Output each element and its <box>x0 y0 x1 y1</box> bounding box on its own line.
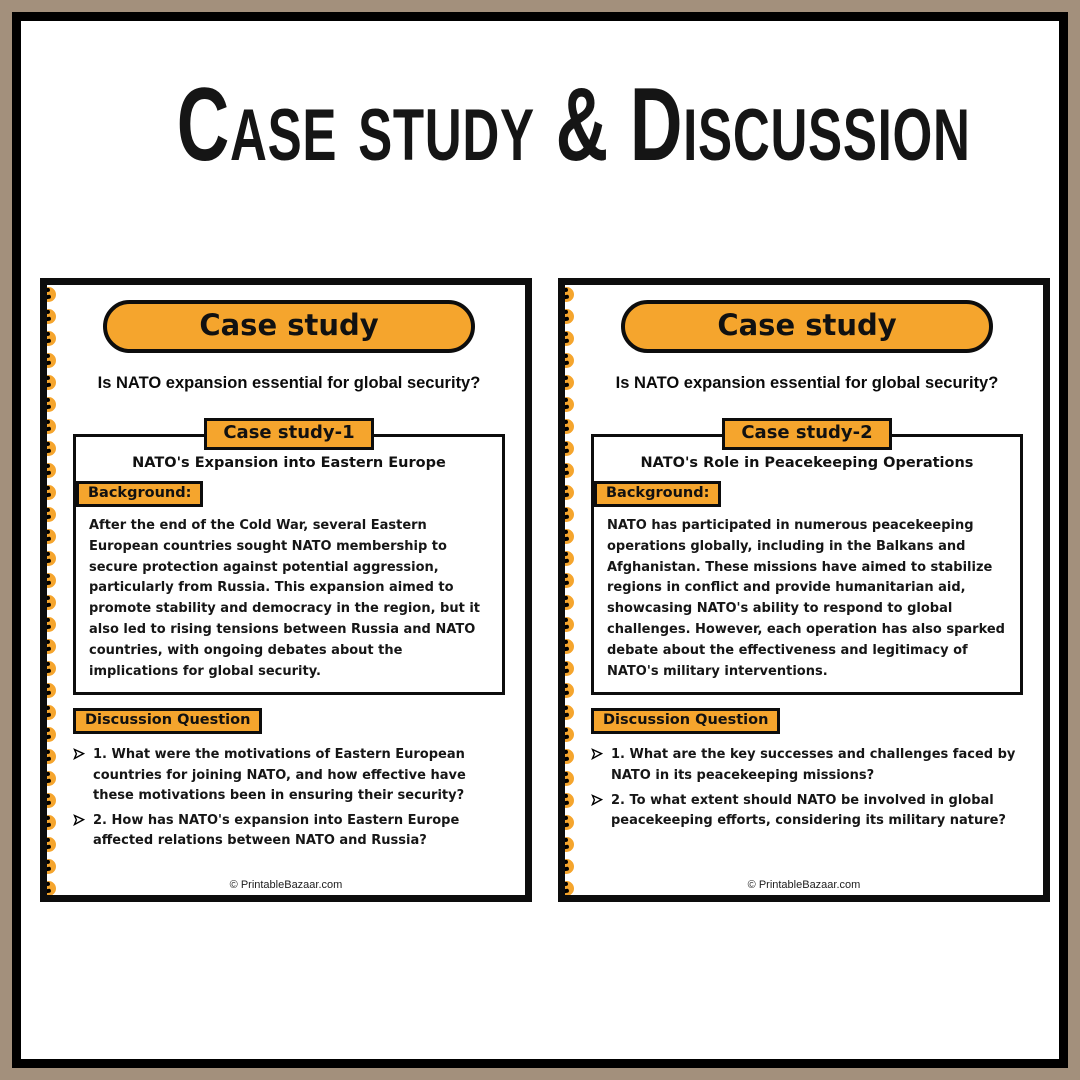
spiral-coil <box>40 814 60 831</box>
spiral-coil <box>558 308 578 325</box>
case-box <box>591 434 1023 695</box>
question-text: 2. To what extent should NATO be involved in global peacekeeping efforts, considering its military nature? <box>611 792 1006 828</box>
worksheet-subtitle: Is NATO expansion essential for global security? <box>97 374 481 392</box>
discussion-question-label: Discussion Question <box>73 708 262 734</box>
spiral-coil <box>40 770 60 787</box>
case-study-header: Case study <box>103 300 475 353</box>
spiral-coil <box>40 572 60 589</box>
spiral-coil <box>558 484 578 501</box>
spiral-coil <box>558 550 578 567</box>
spiral-coil <box>40 704 60 721</box>
question-item <box>591 745 1021 785</box>
spiral-coil <box>558 638 578 655</box>
question-item <box>73 745 503 805</box>
arrow-bullet-icon <box>591 794 603 806</box>
spiral-coil <box>558 792 578 809</box>
question-item <box>73 811 503 851</box>
arrow-bullet-icon <box>73 748 85 760</box>
footer-credit: © PrintableBazaar.com <box>747 879 861 891</box>
background-label: Background: <box>76 481 203 507</box>
spiral-coil <box>40 440 60 457</box>
discussion-question-label: Discussion Question <box>591 708 780 734</box>
question-list <box>73 745 505 851</box>
spiral-coil <box>40 858 60 875</box>
question-text: 2. How has NATO's expansion into Eastern Europe affected relations between NATO and Russia? <box>93 812 460 848</box>
spiral-coil <box>40 528 60 545</box>
spiral-coil <box>558 704 578 721</box>
spiral-coil <box>40 374 60 391</box>
spiral-coil <box>40 726 60 743</box>
spiral-coil <box>40 418 60 435</box>
spiral-coil <box>558 616 578 633</box>
case-study-number-label: Case study-1 <box>204 418 373 450</box>
spiral-coil <box>558 396 578 413</box>
poster-frame <box>12 12 1068 1068</box>
spiral-coil <box>40 792 60 809</box>
question-list <box>591 745 1023 831</box>
spiral-coil <box>558 286 578 303</box>
spiral-coil <box>558 462 578 479</box>
worksheet-2 <box>558 278 1050 902</box>
spiral-coil <box>40 880 60 897</box>
background-text: After the end of the Cold War, several Eastern European countries sought NATO membership to secure protection against potential aggression, particularly from Russia. This expansion aimed to promote stability and democracy in the region, but it also led to rising tensions between Russia and NATO countries, with ongoing debates about the implications for global security. <box>89 518 481 679</box>
question-text: 1. What are the key successes and challenges faced by NATO in its peacekeeping missions? <box>611 747 1016 783</box>
spiral-coil <box>40 308 60 325</box>
spiral-coil <box>558 572 578 589</box>
spiral-coil <box>558 418 578 435</box>
spiral-coil <box>558 748 578 765</box>
arrow-bullet-icon <box>73 814 85 826</box>
spiral-coil <box>558 726 578 743</box>
page-title: Case study & Discussion <box>176 67 971 183</box>
spiral-coil <box>558 682 578 699</box>
case-title: NATO's Expansion into Eastern Europe <box>132 455 446 471</box>
spiral-coil <box>558 770 578 787</box>
spiral-coil <box>40 286 60 303</box>
spiral-coil <box>40 462 60 479</box>
spiral-coil <box>40 506 60 523</box>
arrow-bullet-icon <box>591 748 603 760</box>
spiral-coil <box>40 638 60 655</box>
spiral-coil <box>558 814 578 831</box>
spiral-coil <box>40 550 60 567</box>
spiral-coil <box>40 594 60 611</box>
spiral-coil <box>40 748 60 765</box>
spiral-coil <box>40 660 60 677</box>
case-study-header: Case study <box>621 300 993 353</box>
spiral-coil <box>40 484 60 501</box>
spiral-coil <box>558 660 578 677</box>
question-item <box>591 791 1021 831</box>
worksheet-1 <box>40 278 532 902</box>
question-text: 1. What were the motivations of Eastern European countries for joining NATO, and how effective have these motivations been in ensuring their security? <box>93 747 466 803</box>
spiral-coil <box>40 836 60 853</box>
case-study-number-label: Case study-2 <box>722 418 891 450</box>
spiral-coil <box>40 616 60 633</box>
spiral-coil <box>40 396 60 413</box>
spiral-coil <box>558 528 578 545</box>
spiral-coil <box>558 594 578 611</box>
background-label: Background: <box>594 481 721 507</box>
case-box <box>73 434 505 695</box>
spiral-coil <box>558 858 578 875</box>
spiral-coil <box>40 682 60 699</box>
spiral-coil <box>558 352 578 369</box>
spiral-coil <box>40 330 60 347</box>
spiral-coil <box>558 330 578 347</box>
background-text: NATO has participated in numerous peacekeeping operations globally, including in the Balkans and Afghanistan. These missions have aimed to stabilize regions in conflict and provide humanitarian aid, showcasing NATO's ability to respond to global challenges. However, each operation has also sparked debate about the effectiveness and legitimacy of NATO's military interventions. <box>607 518 1005 679</box>
spiral-coil <box>558 440 578 457</box>
case-title: NATO's Role in Peacekeeping Operations <box>640 455 974 471</box>
worksheet-subtitle: Is NATO expansion essential for global security? <box>615 374 999 392</box>
footer-credit: © PrintableBazaar.com <box>229 879 343 891</box>
spiral-coil <box>558 374 578 391</box>
spiral-coil <box>40 352 60 369</box>
spiral-coil <box>558 506 578 523</box>
spiral-coil <box>558 836 578 853</box>
spiral-coil <box>558 880 578 897</box>
